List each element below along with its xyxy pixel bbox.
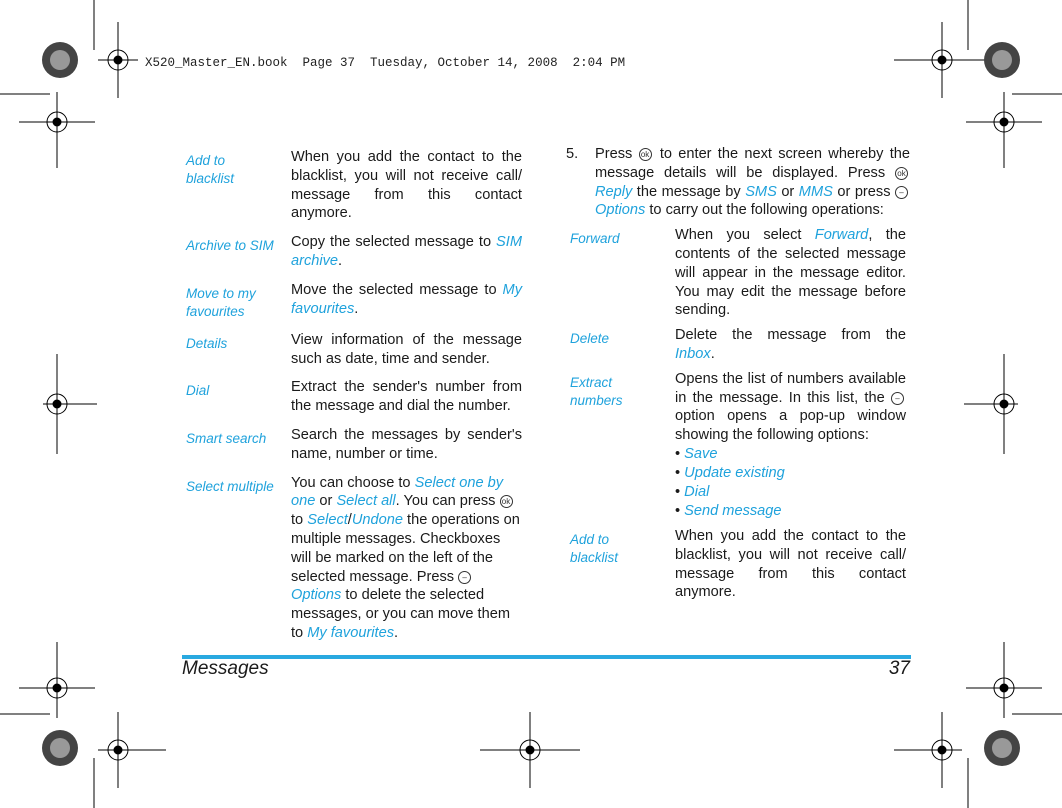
link-my-favourites: My favourites: [291, 281, 522, 317]
desc-move-to-favourites: [291, 281, 522, 321]
step-5: [566, 145, 910, 220]
text: to: [291, 512, 308, 529]
link-select-one-by-one: Select one by one: [291, 474, 504, 510]
text: Delete the message from the: [675, 327, 906, 344]
term-smart-search: Smart search: [186, 430, 267, 446]
text: or press: [832, 183, 895, 200]
text: to delete the selected messages, or you can move them to: [291, 587, 511, 641]
term-add-to-blacklist: Add to blacklist: [570, 531, 619, 565]
table-row: [570, 226, 906, 320]
link-options: Options: [595, 202, 646, 219]
link-undone: Undone: [351, 512, 403, 529]
desc-add-to-blacklist: When you add the contact to the blacklist, you will not receive call/ message from this contact anymore.: [675, 527, 906, 601]
term-dial: Dial: [186, 383, 210, 399]
term-details: Details: [186, 335, 228, 351]
text: the message by: [632, 183, 746, 200]
text: Copy the selected message to: [291, 234, 497, 251]
soft-key-icon: –: [891, 392, 904, 405]
page-number: 37: [888, 658, 910, 679]
table-row: [186, 426, 522, 464]
footer-rule: [182, 655, 911, 659]
text: to carry out the following operations:: [645, 202, 884, 219]
table-row: [186, 331, 522, 369]
step-number: 5.: [566, 146, 579, 162]
link-mms: MMS: [798, 183, 833, 200]
desc-dial: Extract the sender's number from the message and dial the number.: [291, 379, 522, 415]
table-row: [570, 370, 906, 521]
desc-forward: [675, 226, 906, 320]
term-select-multiple: Select multiple: [186, 478, 274, 494]
list-item: • Update existing: [675, 464, 906, 483]
table-row: [186, 148, 522, 223]
text: or: [776, 183, 799, 200]
text: When you select: [675, 227, 815, 244]
text: the operations on multiple messages. Checkboxes will be marked on the left of the selected message. Press: [291, 512, 520, 585]
term-extract-numbers: Extract numbers: [570, 374, 623, 408]
text: .: [354, 300, 359, 317]
table-row: [186, 378, 522, 416]
table-row: [570, 326, 906, 364]
link-sms: SMS: [745, 183, 777, 200]
ok-key-icon: ok: [895, 167, 908, 180]
term-forward: Forward: [570, 231, 620, 247]
footer-section-title: Messages: [182, 658, 269, 679]
text: . You can press: [395, 493, 500, 510]
file-header: X520_Master_EN.book Page 37 Tuesday, October 14, 2008 2:04 PM: [145, 56, 626, 70]
text: .: [710, 345, 715, 362]
text: to enter the next screen whereby the message details will be displayed. Press: [595, 146, 910, 181]
table-row: [186, 281, 522, 321]
desc-extract-numbers: [675, 370, 906, 521]
text: You can choose to: [291, 474, 415, 491]
text: Move the selected message to: [291, 281, 503, 298]
text: option opens a pop-up window showing the following options:: [675, 408, 906, 444]
table-row: [186, 233, 522, 271]
desc-archive-to-sim: [291, 233, 522, 271]
list-item: • Save: [675, 445, 906, 464]
right-options-table: [570, 226, 906, 602]
link-select: Select: [307, 512, 348, 529]
soft-key-icon: –: [895, 186, 908, 199]
link-select-all: Select all: [336, 493, 396, 510]
term-delete: Delete: [570, 331, 610, 347]
option-list: [675, 445, 906, 521]
text: /: [347, 512, 352, 529]
desc-add-to-blacklist: When you add the contact to the blacklist, you will not receive call/ message from this contact anymore.: [291, 149, 522, 222]
left-options-table: [186, 148, 522, 653]
right-column: [566, 145, 910, 612]
text: Opens the list of numbers available in the message. In this list, the: [675, 370, 906, 406]
step-text: [595, 145, 910, 220]
term-archive-to-sim: Archive to SIM: [186, 238, 274, 254]
link-options: Options: [291, 587, 342, 604]
text: .: [338, 252, 343, 269]
link-inbox: Inbox: [675, 345, 711, 362]
table-row: [186, 474, 522, 643]
list-item: • Send message: [675, 502, 906, 521]
text: .: [394, 624, 399, 641]
desc-select-multiple: [291, 474, 522, 643]
text: Press: [595, 146, 639, 162]
desc-smart-search: Search the messages by sender's name, number or time.: [291, 426, 522, 462]
text: or: [315, 493, 337, 510]
link-my-favourites: My favourites: [307, 624, 395, 641]
link-sim-archive: SIM archive: [291, 234, 522, 269]
table-row: [570, 527, 906, 602]
ok-key-icon: ok: [500, 495, 513, 508]
list-item: • Dial: [675, 483, 906, 502]
text: , the contents of the selected message will appear in the message editor. You may edit the message before sending.: [675, 227, 906, 319]
ok-key-icon: ok: [639, 148, 652, 161]
desc-details: View information of the message such as date, time and sender.: [291, 331, 522, 367]
link-reply: Reply: [595, 183, 633, 200]
link-forward: Forward: [814, 227, 869, 244]
term-move-to-favourites: Move to my favourites: [186, 285, 256, 319]
term-add-to-blacklist: Add to blacklist: [186, 153, 235, 186]
soft-key-icon: –: [458, 571, 471, 584]
desc-delete: [675, 326, 906, 364]
